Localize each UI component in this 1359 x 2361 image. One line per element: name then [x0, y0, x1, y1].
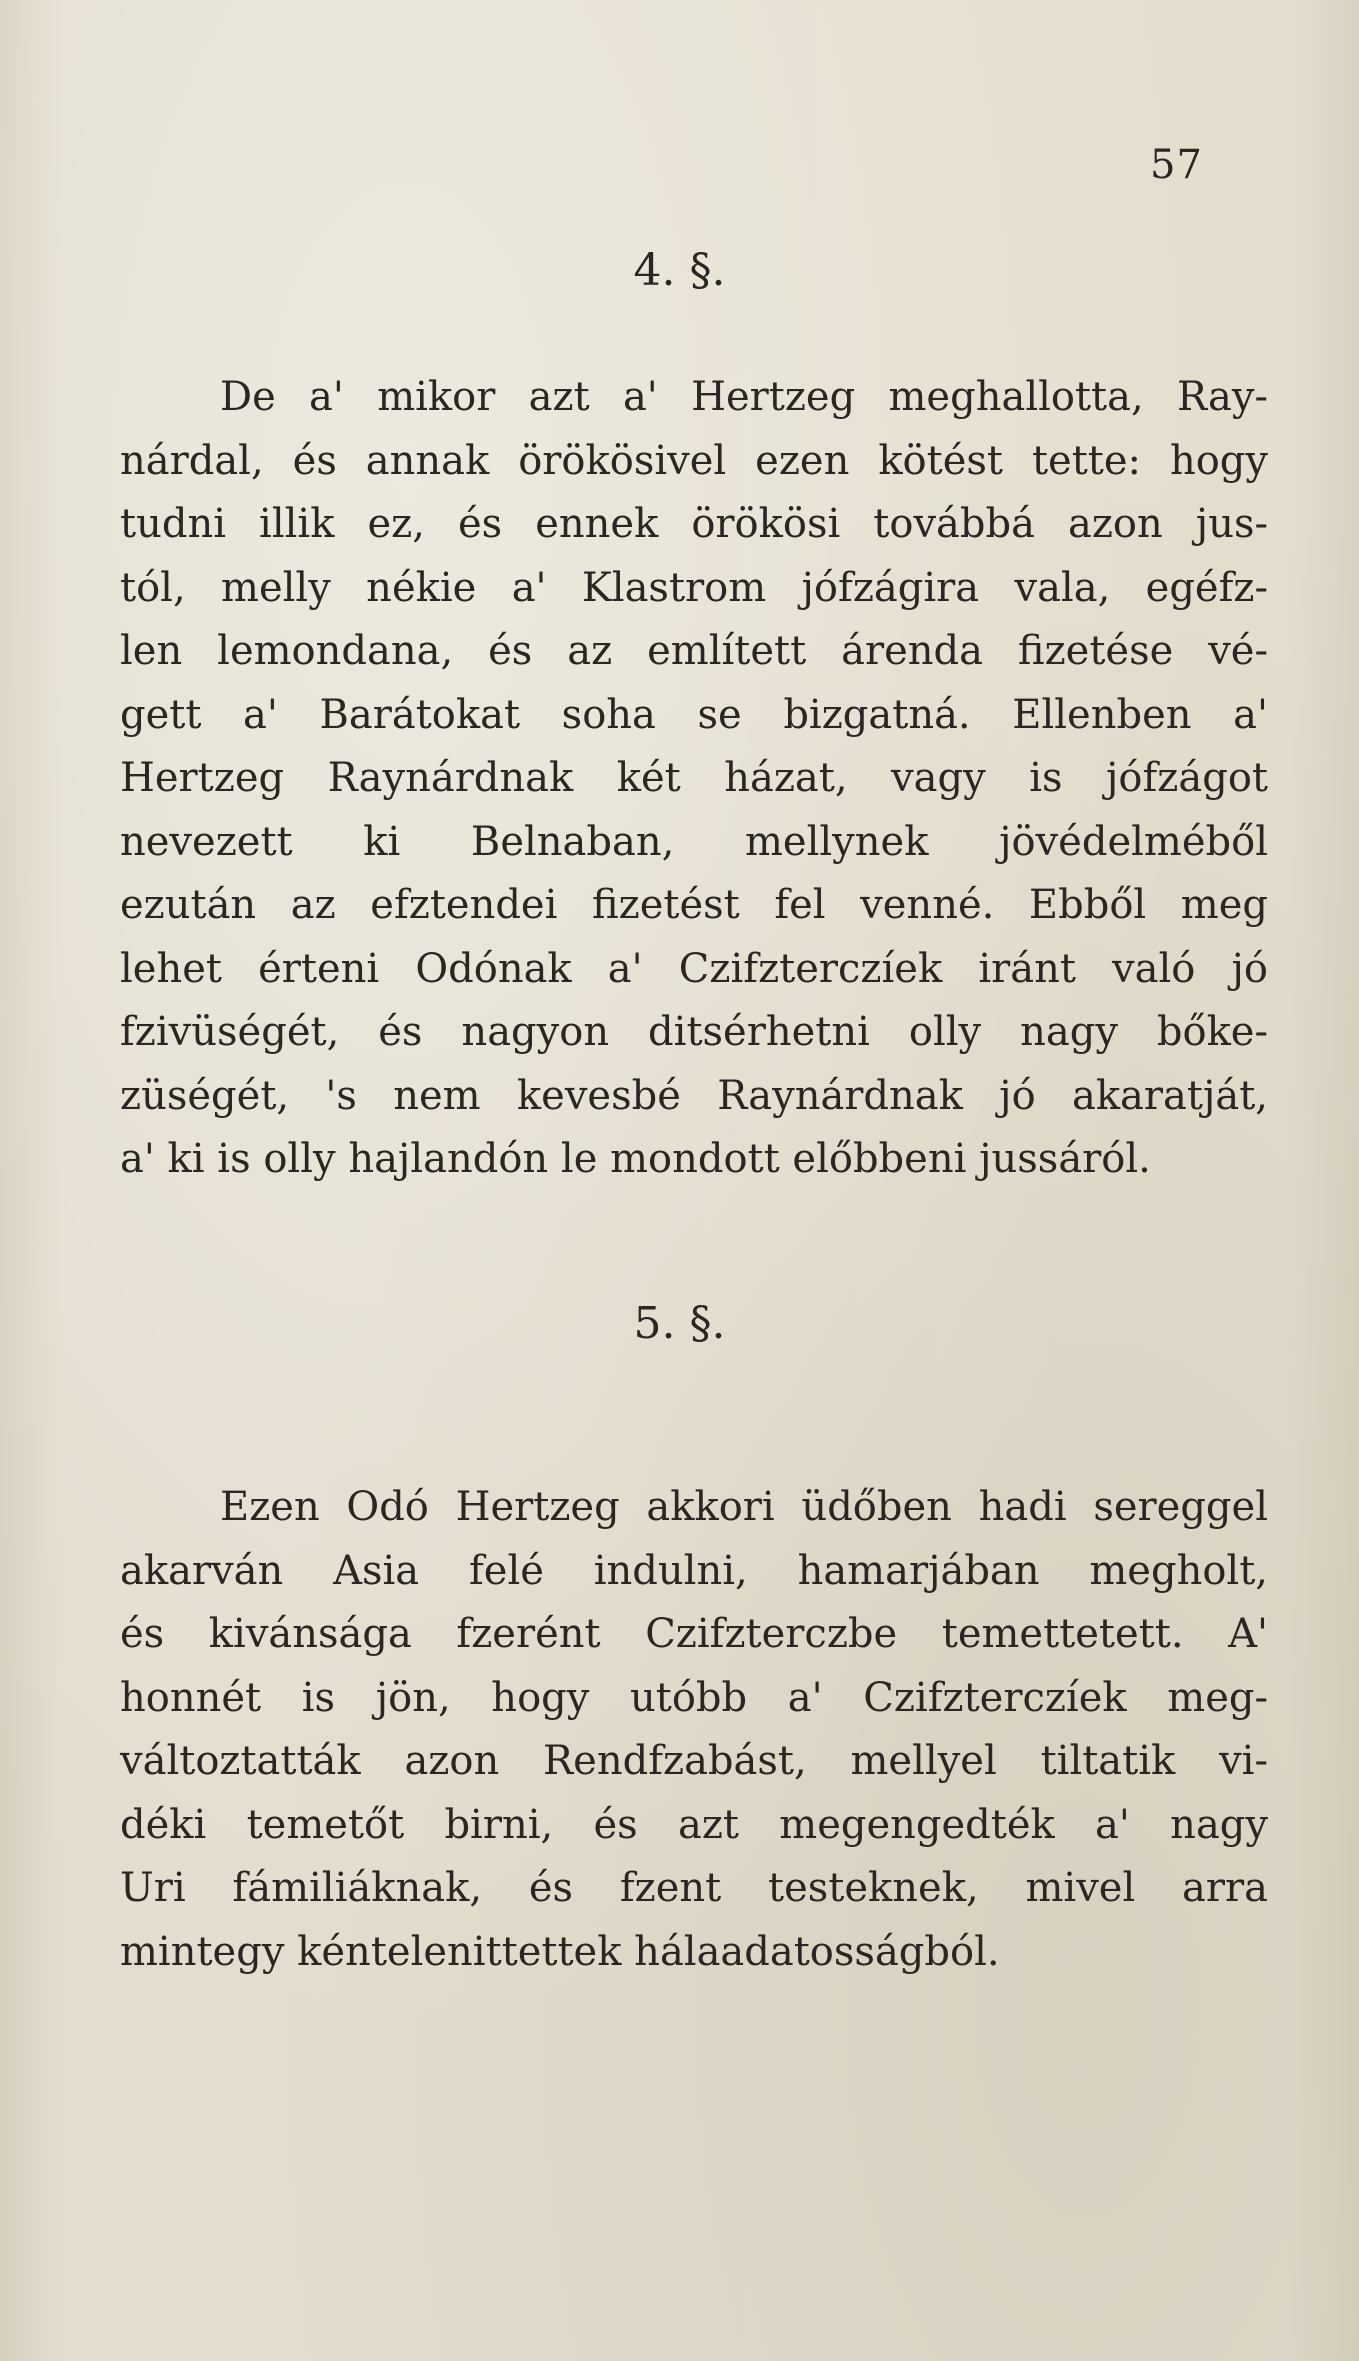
text-line: ezután az efztendei fizetést fel venné. Ebből meg — [120, 882, 1268, 928]
text-line: gett a' Barátokat soha se bizgatná. Ellenben a' — [120, 691, 1268, 738]
text-line: Hertzeg Raynárdnak két házat, vagy is jófzágot — [120, 755, 1268, 801]
text-line: nárdal, és annak örökösivel ezen kötést tette: hogy — [120, 437, 1268, 484]
page-number: 57 — [1150, 142, 1203, 188]
text-line: tól, melly nékie a' Klastrom jófzágira vala, egéfz- — [120, 564, 1268, 611]
text-line: len lemondana, és az említett árenda fizetése vé- — [120, 628, 1268, 674]
text-line: akarván Asia felé indulni, hamarjában megholt, — [120, 1547, 1268, 1594]
text-line: Ezen Odó Hertzeg akkori üdőben hadi sereggel — [220, 1484, 1268, 1530]
text-line: fzivüségét, és nagyon ditsérhetni olly nagy bőke- — [120, 1009, 1268, 1055]
text-line: változtatták azon Rendfzabást, mellyel tiltatik vi- — [120, 1738, 1268, 1784]
text-line: a' ki is olly hajlandón le mondott előbbeni jussáról. — [120, 1136, 1151, 1182]
text-line: és kivánsága fzerént Czifzterczbe temettetett. A' — [120, 1611, 1268, 1657]
text-line: lehet érteni Odónak a' Czifzterczíek iránt való jó — [120, 945, 1268, 992]
section-heading-5: 5. §. — [633, 1298, 726, 1349]
text-line: züségét, 's nem kevesbé Raynárdnak jó akaratját, — [120, 1072, 1268, 1119]
paragraph-section-4 — [120, 366, 1268, 1192]
text-line: nevezett ki Belnaban, mellynek jövédelméből — [120, 818, 1268, 865]
section-heading-4: 4. §. — [633, 245, 726, 296]
paragraph-section-5 — [120, 1476, 1268, 1984]
text-line: mintegy kéntelenittettek hálaadatosságból. — [120, 1928, 1000, 1975]
text-line: Uri fámiliáknak, és fzent testeknek, mivel arra — [120, 1865, 1268, 1911]
text-line: De a' mikor azt a' Hertzeg meghallotta, Ray- — [220, 374, 1268, 420]
text-line: déki temetőt birni, és azt megengedték a' nagy — [120, 1801, 1268, 1848]
text-line: honnét is jön, hogy utóbb a' Czifzterczíek meg- — [120, 1674, 1268, 1721]
text-line: tudni illik ez, és ennek örökösi továbbá azon jus- — [120, 501, 1268, 547]
